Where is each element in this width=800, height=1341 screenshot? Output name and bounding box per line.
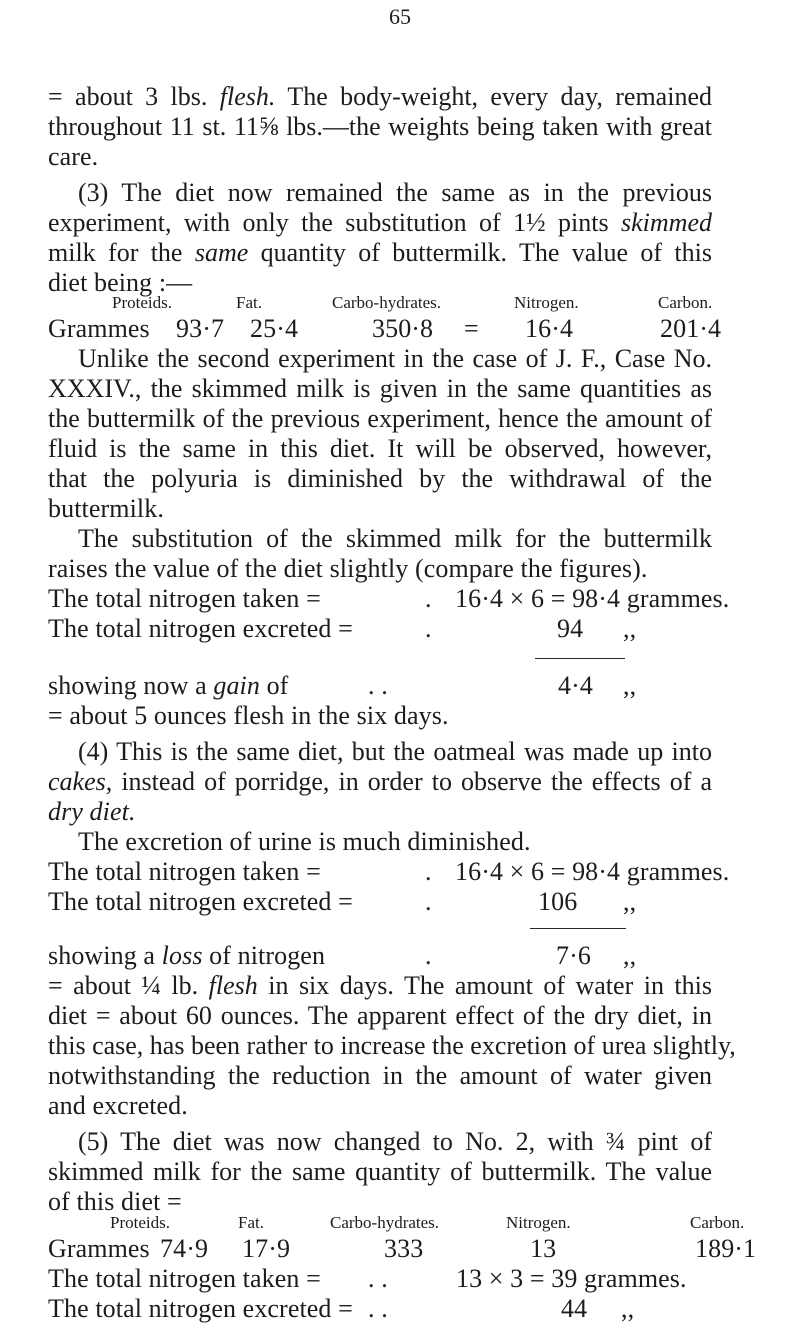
text-line: (3) The diet now remained the same as in the previous	[78, 178, 712, 207]
ditto-mark: ,,	[623, 887, 637, 916]
table-cell: 13	[530, 1234, 557, 1263]
text-line: = about 3 lbs. flesh. The body-weight, every day, remained	[48, 82, 712, 111]
table-header: Nitrogen.	[514, 293, 579, 312]
calc-value: 16·4 × 6 = 98·4 grammes.	[455, 857, 730, 886]
calc-dots: . .	[368, 1294, 388, 1323]
text-line: The substitution of the skimmed milk for the buttermilk	[78, 524, 712, 553]
text-line: experiment, with only the substitution of 1½ pints skimmed	[48, 208, 712, 237]
calc-value: 7·6	[556, 941, 591, 970]
text-line: = about ¼ lb. flesh in six days. The amount of water in this	[48, 971, 712, 1000]
text-line: skimmed milk for the same quantity of buttermilk. The value	[48, 1157, 712, 1186]
table-header: Carbon.	[658, 293, 713, 312]
calc-value: 94	[557, 614, 584, 643]
calc-label: The total nitrogen taken =	[48, 1264, 321, 1293]
table-cell: 189·1	[695, 1234, 757, 1263]
table-header: Fat.	[236, 293, 262, 312]
text-line: The excretion of urine is much diminished.	[78, 827, 531, 856]
calc-label: showing now a gain of	[48, 671, 289, 700]
table-header: Carbo-hydrates.	[330, 1213, 440, 1232]
text-line: of this diet =	[48, 1187, 182, 1216]
text-line: and excreted.	[48, 1091, 188, 1120]
calc-dots: .	[425, 941, 432, 970]
text-line: cakes, instead of porridge, in order to observe the effects of a	[48, 767, 712, 796]
text-line: the buttermilk of the previous experiment, hence the amount of	[48, 404, 712, 433]
text-line: (5) The diet was now changed to No. 2, with ¾ pint of	[78, 1127, 712, 1156]
text-line: Unlike the second experiment in the case of J. F., Case No.	[78, 344, 712, 373]
calc-dots: . .	[368, 1264, 388, 1293]
text-line: diet = about 60 ounces. The apparent effect of the dry diet, in	[48, 1001, 712, 1030]
text-line: diet being :—	[48, 268, 193, 297]
ditto-mark: ,,	[623, 671, 637, 700]
calc-label: The total nitrogen excreted =	[48, 887, 353, 916]
calc-value: 16·4 × 6 = 98·4 grammes.	[455, 584, 730, 613]
ditto-mark: ,,	[623, 614, 637, 643]
table-header: Proteids.	[112, 293, 172, 312]
calc-dots: .	[425, 857, 432, 886]
calc-dots: .	[425, 614, 432, 643]
calc-label: showing a loss of nitrogen	[48, 941, 326, 970]
ditto-mark: ,,	[621, 1294, 635, 1323]
table-cell: =	[464, 314, 479, 343]
sum-rule	[535, 658, 625, 659]
ditto-mark: ,,	[623, 941, 637, 970]
text-line: (4) This is the same diet, but the oatmeal was made up into	[78, 737, 712, 766]
text-line: care.	[48, 142, 99, 171]
table-cell: 201·4	[660, 314, 722, 343]
text-line: fluid is the same in this diet. It will be observed, however,	[48, 434, 712, 463]
calc-label: The total nitrogen excreted =	[48, 1294, 353, 1323]
text-line: raises the value of the diet slightly (compare the figures).	[48, 554, 648, 583]
text-line: XXXIV., the skimmed milk is given in the same quantities as	[48, 374, 712, 403]
calc-dots: .	[425, 584, 432, 613]
calc-value: 44	[561, 1294, 588, 1323]
text-line: that the polyuria is diminished by the withdrawal of the	[48, 464, 712, 493]
calc-value: 4·4	[558, 671, 593, 700]
text-line: throughout 11 st. 11⅝ lbs.—the weights being taken with great	[48, 112, 712, 141]
calc-dots: . .	[368, 671, 388, 700]
text-line: dry diet.	[48, 797, 136, 826]
table-cell: 333	[384, 1234, 424, 1263]
table-row-label: Grammes	[48, 1234, 150, 1263]
calc-label: The total nitrogen excreted =	[48, 614, 353, 643]
table-cell: 25·4	[250, 314, 299, 343]
table-header: Nitrogen.	[506, 1213, 571, 1232]
calc-value: 13 × 3 = 39 grammes.	[456, 1264, 687, 1293]
table-cell: 74·9	[160, 1234, 209, 1263]
page-number: 65	[389, 4, 411, 29]
table-cell: 93·7	[176, 314, 225, 343]
table-header: Proteids.	[110, 1213, 170, 1232]
table-cell: 17·9	[242, 1234, 291, 1263]
table-cell: 350·8	[372, 314, 434, 343]
calc-value: 106	[538, 887, 578, 916]
sum-rule	[530, 928, 626, 929]
table-cell: 16·4	[525, 314, 574, 343]
table-header: Carbo-hydrates.	[332, 293, 442, 312]
calc-label: The total nitrogen taken =	[48, 584, 321, 613]
table-header: Fat.	[238, 1213, 264, 1232]
table-row-label: Grammes	[48, 314, 150, 343]
text-line: this case, has been rather to increase the excretion of urea slightly,	[48, 1031, 736, 1060]
calc-dots: .	[425, 887, 432, 916]
text-line: = about 5 ounces flesh in the six days.	[48, 701, 449, 730]
text-line: notwithstanding the reduction in the amount of water given	[48, 1061, 712, 1090]
text-line: buttermilk.	[48, 494, 164, 523]
text-line: milk for the same quantity of buttermilk. The value of this	[48, 238, 712, 267]
table-header: Carbon.	[690, 1213, 745, 1232]
calc-label: The total nitrogen taken =	[48, 857, 321, 886]
